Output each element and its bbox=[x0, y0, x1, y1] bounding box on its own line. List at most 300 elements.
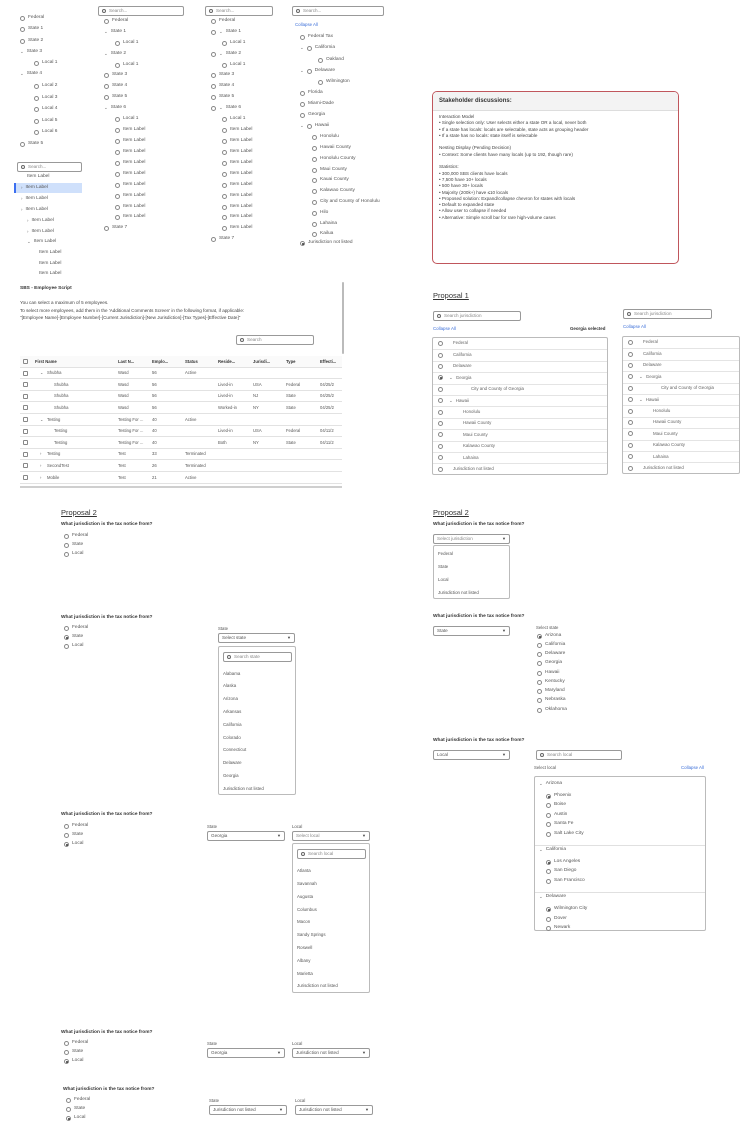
checkbox[interactable] bbox=[23, 394, 28, 399]
tree-item[interactable]: ⌄ State 1 bbox=[211, 30, 241, 35]
radio-icon[interactable] bbox=[222, 226, 227, 231]
radio-icon[interactable] bbox=[438, 421, 443, 426]
chevron-right-icon[interactable]: › bbox=[27, 218, 29, 224]
dropdown-option[interactable]: State bbox=[438, 564, 449, 569]
scrollbar[interactable] bbox=[342, 282, 344, 354]
radio-selected-icon[interactable] bbox=[537, 634, 542, 639]
radio-icon[interactable] bbox=[546, 822, 551, 827]
dropdown-option[interactable]: Savannah bbox=[297, 881, 317, 886]
dropdown-option[interactable]: Delaware bbox=[223, 760, 242, 765]
checkbox[interactable] bbox=[23, 417, 28, 422]
tree-item[interactable]: ⌄ Delaware bbox=[300, 68, 336, 74]
radio-icon[interactable] bbox=[438, 387, 443, 392]
tree-item[interactable]: State 5 bbox=[104, 95, 127, 100]
radio-icon[interactable] bbox=[312, 168, 317, 173]
tree-item[interactable]: Local 3 bbox=[34, 96, 57, 101]
tree-item[interactable]: ⌄ State 4 bbox=[20, 71, 42, 77]
dropdown-option[interactable]: Local bbox=[438, 577, 449, 582]
radio-option[interactable]: Local bbox=[64, 842, 83, 847]
radio-icon[interactable] bbox=[115, 139, 120, 144]
tree-item[interactable]: Item Label bbox=[222, 194, 252, 199]
tree-item[interactable]: Item Label bbox=[115, 139, 145, 144]
table-row[interactable] bbox=[20, 426, 342, 438]
jurisdiction-row[interactable] bbox=[623, 360, 739, 371]
tree-item[interactable]: Florida bbox=[300, 91, 323, 96]
chevron-down-icon[interactable]: ⌄ bbox=[639, 396, 643, 402]
radio-option[interactable]: State bbox=[64, 543, 83, 548]
tree-item[interactable]: Local 2 bbox=[34, 84, 57, 89]
tree-item[interactable]: State 5 bbox=[211, 95, 234, 100]
collapse-all-link[interactable]: Collapse All bbox=[295, 22, 318, 27]
dropdown-option[interactable]: Jurisdiction not listed bbox=[297, 983, 338, 988]
radio-option[interactable]: Georgia bbox=[537, 661, 562, 666]
radio-icon[interactable] bbox=[546, 879, 551, 884]
dropdown-option[interactable]: Macon bbox=[297, 919, 311, 924]
tree-item[interactable]: ⌄ State 2 bbox=[104, 51, 126, 57]
checkbox[interactable] bbox=[23, 359, 28, 364]
radio-icon[interactable] bbox=[34, 130, 39, 135]
radio-icon[interactable] bbox=[300, 102, 305, 107]
tree-item[interactable]: Federal bbox=[104, 19, 128, 24]
tree-item[interactable]: Local 5 bbox=[34, 119, 57, 124]
chevron-down-icon[interactable]: ⌄ bbox=[639, 373, 643, 379]
radio-icon[interactable] bbox=[318, 58, 323, 63]
radio-icon[interactable] bbox=[115, 41, 120, 46]
jurisdiction-row[interactable] bbox=[623, 451, 739, 462]
chevron-down-icon[interactable]: ⌄ bbox=[219, 51, 223, 57]
radio-icon[interactable] bbox=[64, 552, 69, 557]
chevron-down-icon[interactable]: ⌄ bbox=[300, 45, 304, 51]
radio-selected-icon[interactable] bbox=[64, 1059, 69, 1064]
radio-icon[interactable] bbox=[546, 803, 551, 808]
search-input[interactable]: Search state bbox=[223, 652, 292, 662]
tree-item[interactable]: City and County of Honolulu bbox=[312, 200, 380, 205]
tree-item[interactable]: State 4 bbox=[104, 84, 127, 89]
chevron-down-icon[interactable]: ⌄ bbox=[539, 894, 543, 900]
radio-icon[interactable] bbox=[222, 194, 227, 199]
tree-item[interactable]: State 4 bbox=[211, 84, 234, 89]
chevron-down-icon[interactable]: ⌄ bbox=[300, 68, 304, 74]
dropdown-option[interactable]: Federal bbox=[438, 551, 453, 556]
radio-icon[interactable] bbox=[300, 35, 305, 40]
radio-icon[interactable] bbox=[211, 95, 216, 100]
radio-icon[interactable] bbox=[628, 431, 633, 436]
collapse-all-link[interactable]: Collapse All bbox=[681, 765, 704, 770]
radio-icon[interactable] bbox=[211, 84, 216, 89]
tree-item[interactable]: Oakland bbox=[318, 58, 344, 63]
radio-icon[interactable] bbox=[438, 341, 443, 346]
checkbox[interactable] bbox=[23, 452, 28, 457]
radio-icon[interactable] bbox=[628, 409, 633, 414]
radio-option[interactable] bbox=[546, 813, 567, 818]
tree-item[interactable]: Item Label bbox=[39, 271, 62, 276]
search-input[interactable]: Search local bbox=[536, 750, 622, 760]
radio-icon[interactable] bbox=[115, 150, 120, 155]
tree-item[interactable]: Item Label bbox=[115, 172, 145, 177]
chevron-down-icon[interactable]: ⌄ bbox=[27, 239, 31, 245]
jurisdiction-row[interactable] bbox=[623, 428, 739, 439]
radio-icon[interactable] bbox=[20, 39, 25, 44]
tree-item[interactable]: Item Label bbox=[27, 174, 50, 179]
radio-icon[interactable] bbox=[537, 708, 542, 713]
tree-item[interactable]: Item Label bbox=[222, 128, 252, 133]
jurisdiction-row[interactable] bbox=[433, 452, 607, 463]
chevron-down-icon[interactable]: ⌄ bbox=[40, 370, 44, 376]
radio-icon[interactable] bbox=[438, 432, 443, 437]
radio-option[interactable]: Local bbox=[64, 552, 83, 557]
state-select[interactable]: Georgia ▼ bbox=[207, 831, 285, 841]
radio-option[interactable]: Delaware bbox=[537, 652, 565, 657]
radio-selected-icon[interactable] bbox=[64, 842, 69, 847]
radio-icon[interactable] bbox=[222, 139, 227, 144]
radio-icon[interactable] bbox=[64, 644, 69, 649]
jurisdiction-row[interactable] bbox=[623, 337, 739, 348]
table-row[interactable] bbox=[20, 391, 342, 403]
jurisdiction-row[interactable] bbox=[623, 440, 739, 451]
radio-icon[interactable] bbox=[104, 84, 109, 89]
jurisdiction-row[interactable] bbox=[623, 394, 739, 405]
tree-item[interactable]: Item Label bbox=[115, 205, 145, 210]
radio-icon[interactable] bbox=[312, 232, 317, 237]
tree-item[interactable]: Kailua bbox=[312, 232, 333, 237]
radio-icon[interactable] bbox=[115, 161, 120, 166]
jurisdiction-row[interactable] bbox=[433, 395, 607, 406]
search-input[interactable]: Search... bbox=[17, 162, 82, 172]
radio-option[interactable] bbox=[546, 860, 580, 865]
checkbox[interactable] bbox=[23, 440, 28, 445]
chevron-right-icon[interactable]: › bbox=[21, 185, 23, 191]
radio-icon[interactable] bbox=[64, 833, 69, 838]
radio-icon[interactable] bbox=[222, 128, 227, 133]
radio-icon[interactable] bbox=[537, 671, 542, 676]
tree-item[interactable]: › Item Label bbox=[21, 207, 48, 213]
table-row[interactable] bbox=[20, 414, 342, 426]
jurisdiction-row[interactable] bbox=[623, 348, 739, 359]
dropdown-option[interactable]: Columbus bbox=[297, 907, 317, 912]
tree-item[interactable]: Item Label bbox=[222, 205, 252, 210]
tree-item[interactable]: Item Label bbox=[115, 128, 145, 133]
tree-item[interactable]: › Item Label bbox=[21, 196, 48, 202]
tree-item[interactable]: Federal bbox=[20, 16, 44, 21]
radio-option[interactable] bbox=[546, 879, 585, 884]
state-select[interactable]: Georgia ▼ bbox=[207, 1048, 285, 1058]
state-select[interactable]: Jurisdiction not listed ▼ bbox=[209, 1105, 287, 1115]
radio-selected-icon[interactable] bbox=[66, 1116, 71, 1121]
local-select[interactable]: Select local ▼ bbox=[292, 831, 370, 841]
chevron-right-icon[interactable]: › bbox=[27, 229, 29, 235]
radio-icon[interactable] bbox=[115, 117, 120, 122]
radio-icon[interactable] bbox=[537, 680, 542, 685]
radio-icon[interactable] bbox=[34, 96, 39, 101]
dropdown-option[interactable]: Alabama bbox=[223, 671, 241, 676]
radio-option[interactable]: Federal bbox=[64, 824, 88, 829]
radio-icon[interactable] bbox=[211, 237, 216, 242]
dropdown-option[interactable]: Sandy Springs bbox=[297, 932, 326, 937]
jurisdiction-select[interactable]: Select jurisdiction ▼ bbox=[433, 534, 510, 544]
checkbox[interactable] bbox=[23, 405, 28, 410]
radio-icon[interactable] bbox=[438, 364, 443, 369]
radio-icon[interactable] bbox=[222, 161, 227, 166]
radio-icon[interactable] bbox=[628, 374, 633, 379]
table-row[interactable] bbox=[20, 368, 342, 380]
radio-icon[interactable] bbox=[115, 183, 120, 188]
tree-item[interactable]: Item Label bbox=[39, 261, 62, 266]
chevron-down-icon[interactable]: ⌄ bbox=[20, 49, 24, 55]
chevron-down-icon[interactable]: ⌄ bbox=[20, 71, 24, 77]
radio-icon[interactable] bbox=[546, 832, 551, 837]
radio-icon[interactable] bbox=[546, 869, 551, 874]
radio-icon[interactable] bbox=[438, 444, 443, 449]
jurisdiction-row[interactable] bbox=[433, 441, 607, 452]
tree-item[interactable]: Hawaii County bbox=[312, 146, 351, 151]
tree-item[interactable]: ⌄ Item Label bbox=[27, 239, 57, 245]
dropdown-option[interactable]: Atlanta bbox=[297, 868, 311, 873]
tree-item[interactable]: Item Label bbox=[115, 194, 145, 199]
chevron-down-icon[interactable]: ⌄ bbox=[300, 123, 304, 129]
radio-option[interactable]: Federal bbox=[66, 1098, 90, 1103]
radio-option[interactable] bbox=[546, 907, 587, 912]
radio-icon[interactable] bbox=[64, 626, 69, 631]
jurisdiction-row[interactable] bbox=[623, 462, 739, 473]
tree-item[interactable]: State 3 bbox=[211, 73, 234, 78]
radio-option[interactable]: Federal bbox=[64, 534, 88, 539]
tree-item[interactable]: Item Label bbox=[222, 150, 252, 155]
radio-icon[interactable] bbox=[115, 194, 120, 199]
radio-icon[interactable] bbox=[537, 698, 542, 703]
tree-item[interactable]: Item Label bbox=[222, 172, 252, 177]
table-row[interactable] bbox=[20, 402, 342, 414]
radio-icon[interactable] bbox=[628, 454, 633, 459]
radio-option[interactable] bbox=[546, 794, 571, 799]
dropdown-option[interactable]: Arkansas bbox=[223, 709, 242, 714]
tree-item[interactable]: › Item Label bbox=[27, 229, 54, 235]
radio-option[interactable]: Kentucky bbox=[537, 680, 565, 685]
radio-icon[interactable] bbox=[628, 420, 633, 425]
tree-item[interactable]: › Item Label bbox=[27, 218, 54, 224]
dropdown-option[interactable]: California bbox=[223, 722, 242, 727]
radio-icon[interactable] bbox=[307, 46, 312, 51]
radio-icon[interactable] bbox=[211, 73, 216, 78]
chevron-right-icon[interactable]: › bbox=[40, 474, 42, 480]
tree-item[interactable]: ⌄ Hawaii bbox=[300, 123, 330, 129]
jurisdiction-select[interactable]: Local ▼ bbox=[433, 750, 510, 760]
dropdown-option[interactable]: Arizona bbox=[223, 696, 238, 701]
chevron-down-icon[interactable]: ⌄ bbox=[104, 105, 108, 111]
tree-item[interactable]: Hilo bbox=[312, 211, 328, 216]
radio-option[interactable] bbox=[546, 832, 584, 837]
tree-item[interactable]: Local 4 bbox=[34, 107, 57, 112]
checkbox[interactable] bbox=[23, 463, 28, 468]
tree-item[interactable]: Local 1 bbox=[115, 117, 138, 122]
dropdown-option[interactable]: Georgia bbox=[223, 773, 239, 778]
tree-item[interactable]: Item Label bbox=[222, 215, 252, 220]
search-input[interactable]: Search local bbox=[297, 849, 366, 859]
radio-icon[interactable] bbox=[628, 340, 633, 345]
radio-option[interactable]: Nebraska bbox=[537, 698, 566, 703]
jurisdiction-row[interactable] bbox=[623, 371, 739, 382]
jurisdiction-row[interactable] bbox=[433, 418, 607, 429]
dropdown-option[interactable]: Marietta bbox=[297, 971, 313, 976]
radio-option[interactable] bbox=[546, 803, 566, 808]
tree-item[interactable]: ⌄ California bbox=[300, 45, 336, 51]
chevron-right-icon[interactable]: › bbox=[21, 207, 23, 213]
tree-item[interactable]: Item Label bbox=[115, 183, 145, 188]
radio-icon[interactable] bbox=[628, 363, 633, 368]
radio-icon[interactable] bbox=[211, 19, 216, 24]
tree-item[interactable]: Item Label bbox=[39, 250, 62, 255]
checkbox[interactable] bbox=[23, 475, 28, 480]
radio-icon[interactable] bbox=[66, 1098, 71, 1103]
radio-icon[interactable] bbox=[318, 80, 323, 85]
table-row[interactable] bbox=[20, 379, 342, 391]
tree-item[interactable]: Honolulu bbox=[312, 135, 339, 140]
radio-icon[interactable] bbox=[115, 128, 120, 133]
jurisdiction-row[interactable] bbox=[433, 429, 607, 440]
radio-icon[interactable] bbox=[20, 142, 25, 147]
radio-icon[interactable] bbox=[628, 466, 633, 471]
radio-option[interactable] bbox=[546, 869, 576, 874]
radio-icon[interactable] bbox=[537, 661, 542, 666]
table-row[interactable] bbox=[20, 472, 342, 484]
radio-icon[interactable] bbox=[546, 813, 551, 818]
collapse-all-link[interactable]: Collapse All bbox=[623, 324, 646, 329]
radio-selected-icon[interactable] bbox=[438, 375, 443, 380]
radio-icon[interactable] bbox=[64, 1050, 69, 1055]
tree-item[interactable]: Local 1 bbox=[222, 117, 245, 122]
radio-selected-icon[interactable] bbox=[546, 860, 551, 865]
group-header[interactable] bbox=[539, 782, 562, 787]
radio-option[interactable]: Local bbox=[64, 1059, 83, 1064]
radio-icon[interactable] bbox=[115, 63, 120, 68]
dropdown-option[interactable]: Jurisdiction not listed bbox=[438, 590, 479, 595]
tree-item[interactable]: ⌄ State 3 bbox=[20, 49, 42, 55]
radio-icon[interactable] bbox=[546, 926, 551, 931]
tree-item[interactable]: ⌄ State 6 bbox=[211, 106, 241, 111]
horizontal-scrollbar[interactable] bbox=[20, 486, 342, 488]
radio-icon[interactable] bbox=[222, 150, 227, 155]
radio-option[interactable]: State bbox=[64, 833, 83, 838]
jurisdiction-row[interactable] bbox=[433, 406, 607, 417]
dropdown-option[interactable]: Albany bbox=[297, 958, 311, 963]
tree-item[interactable]: Wilmington bbox=[318, 80, 350, 85]
collapse-all-link[interactable]: Collapse All bbox=[433, 326, 456, 331]
radio-icon[interactable] bbox=[312, 178, 317, 183]
radio-option[interactable] bbox=[546, 926, 570, 931]
chevron-down-icon[interactable]: ⌄ bbox=[40, 416, 44, 422]
radio-icon[interactable] bbox=[300, 91, 305, 96]
radio-icon[interactable] bbox=[312, 135, 317, 140]
radio-option[interactable]: State bbox=[64, 635, 83, 640]
radio-option[interactable] bbox=[546, 822, 573, 827]
tree-item[interactable]: › Item Label bbox=[21, 185, 48, 191]
radio-icon[interactable] bbox=[64, 534, 69, 539]
chevron-down-icon[interactable]: ⌄ bbox=[104, 29, 108, 35]
radio-icon[interactable] bbox=[537, 689, 542, 694]
radio-icon[interactable] bbox=[537, 643, 542, 648]
radio-icon[interactable] bbox=[211, 52, 216, 57]
radio-icon[interactable] bbox=[537, 652, 542, 657]
radio-icon[interactable] bbox=[222, 215, 227, 220]
radio-selected-icon[interactable] bbox=[64, 635, 69, 640]
jurisdiction-row[interactable] bbox=[433, 338, 607, 349]
chevron-right-icon[interactable]: › bbox=[21, 196, 23, 202]
radio-icon[interactable] bbox=[628, 443, 633, 448]
state-select[interactable]: Select state ▼ bbox=[218, 633, 295, 643]
tree-item[interactable]: Miami-Dade bbox=[300, 102, 334, 107]
tree-item[interactable]: Local 6 bbox=[34, 130, 57, 135]
radio-icon[interactable] bbox=[66, 1107, 71, 1112]
chevron-down-icon[interactable]: ⌄ bbox=[219, 29, 223, 35]
chevron-right-icon[interactable]: › bbox=[40, 451, 42, 457]
radio-icon[interactable] bbox=[222, 172, 227, 177]
tree-item[interactable]: Local 1 bbox=[115, 63, 138, 68]
search-input[interactable]: Search jurisdiction bbox=[623, 309, 712, 319]
radio-icon[interactable] bbox=[300, 113, 305, 118]
checkbox[interactable] bbox=[23, 429, 28, 434]
tree-item[interactable]: Jurisdiction not listed bbox=[300, 241, 353, 246]
radio-icon[interactable] bbox=[628, 397, 633, 402]
tree-item[interactable]: Item Label bbox=[222, 161, 252, 166]
jurisdiction-row[interactable] bbox=[433, 349, 607, 360]
radio-selected-icon[interactable] bbox=[546, 907, 551, 912]
radio-selected-icon[interactable] bbox=[546, 794, 551, 799]
group-header[interactable] bbox=[539, 895, 566, 900]
tree-item[interactable]: State 5 bbox=[20, 142, 43, 147]
tree-item[interactable]: Kauai County bbox=[312, 178, 349, 183]
jurisdiction-row[interactable] bbox=[623, 383, 739, 394]
dropdown-option[interactable]: Jurisdiction not listed bbox=[223, 786, 264, 791]
radio-icon[interactable] bbox=[628, 386, 633, 391]
chevron-down-icon[interactable]: ⌄ bbox=[539, 781, 543, 787]
jurisdiction-row[interactable] bbox=[433, 372, 607, 383]
radio-icon[interactable] bbox=[115, 215, 120, 220]
jurisdiction-row[interactable] bbox=[433, 463, 607, 474]
radio-icon[interactable] bbox=[438, 353, 443, 358]
tree-item[interactable]: Maui County bbox=[312, 168, 347, 173]
radio-icon[interactable] bbox=[34, 84, 39, 89]
radio-icon[interactable] bbox=[307, 69, 312, 74]
local-select[interactable]: Jurisdiction not listed ▼ bbox=[295, 1105, 373, 1115]
radio-option[interactable]: Hawaii bbox=[537, 671, 559, 676]
chevron-down-icon[interactable]: ⌄ bbox=[104, 51, 108, 57]
checkbox[interactable] bbox=[23, 382, 28, 387]
table-row[interactable] bbox=[20, 449, 342, 461]
radio-icon[interactable] bbox=[104, 73, 109, 78]
radio-icon[interactable] bbox=[222, 41, 227, 46]
tree-item[interactable]: ⌄ State 6 bbox=[104, 105, 126, 111]
radio-icon[interactable] bbox=[34, 61, 39, 66]
radio-icon[interactable] bbox=[438, 410, 443, 415]
tree-item[interactable]: Lahaina bbox=[312, 222, 337, 227]
radio-icon[interactable] bbox=[438, 467, 443, 472]
radio-option[interactable]: California bbox=[537, 643, 565, 648]
radio-option[interactable]: Federal bbox=[64, 1041, 88, 1046]
jurisdiction-row[interactable] bbox=[623, 417, 739, 428]
search-input[interactable]: Search... bbox=[205, 6, 273, 16]
chevron-down-icon[interactable]: ⌄ bbox=[449, 374, 453, 380]
jurisdiction-row[interactable] bbox=[433, 361, 607, 372]
chevron-down-icon[interactable]: ⌄ bbox=[449, 397, 453, 403]
radio-icon[interactable] bbox=[438, 398, 443, 403]
search-input[interactable]: Search... bbox=[292, 6, 384, 16]
radio-icon[interactable] bbox=[20, 27, 25, 32]
radio-icon[interactable] bbox=[211, 30, 216, 35]
radio-option[interactable]: State bbox=[66, 1107, 85, 1112]
dropdown-option[interactable]: Connecticut bbox=[223, 747, 247, 752]
radio-icon[interactable] bbox=[307, 124, 312, 129]
radio-icon[interactable] bbox=[222, 183, 227, 188]
group-header[interactable] bbox=[539, 848, 566, 853]
